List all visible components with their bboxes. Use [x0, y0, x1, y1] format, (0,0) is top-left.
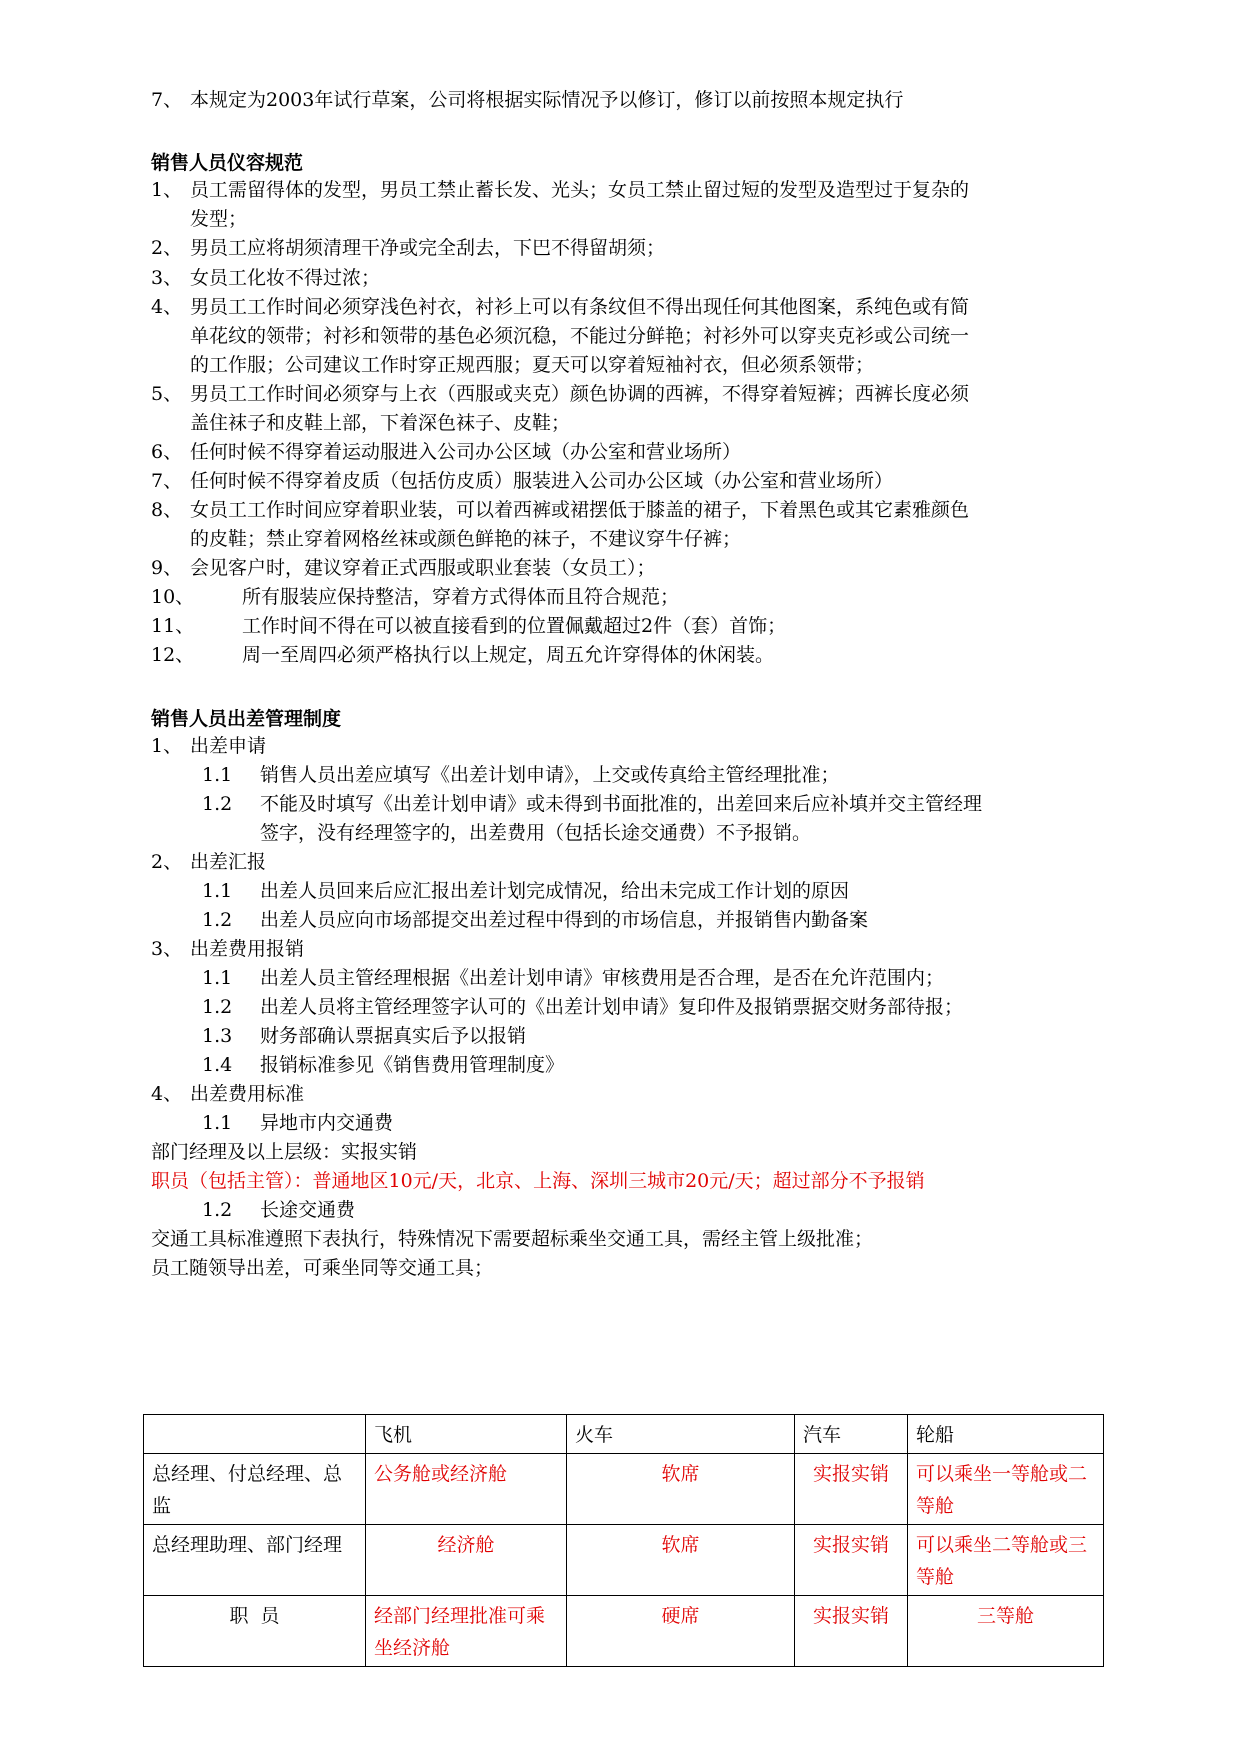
subsection-text: 报销标准参见《销售费用管理制度》 — [260, 1054, 565, 1076]
table-header-row — [144, 1415, 1104, 1454]
subsection-number: 1.2 — [202, 996, 233, 1018]
subsection-text: 销售人员出差应填写《出差计划申请》，上交或传真给主管经理批准； — [260, 764, 840, 786]
bus-cell: 实报实销 — [795, 1525, 908, 1596]
travel-section-3 — [151, 937, 304, 961]
subsection-number: 1.1 — [202, 764, 233, 786]
section-label: 出差费用标准 — [190, 1083, 305, 1105]
train-cell: 硬席 — [567, 1596, 795, 1667]
intro-line — [151, 88, 903, 112]
item-text: 周一至周四必须严格执行以上规定，周五允许穿得体的休闲装。 — [242, 644, 775, 666]
plane-cell: 经济舱 — [366, 1525, 567, 1596]
travel-3-4 — [202, 1053, 564, 1077]
item-text: 任何时候不得穿着皮质（包括仿皮质）服装进入公司办公区域（办公室和营业场所） — [190, 470, 894, 492]
item-number: 12、 — [151, 644, 195, 666]
subsection-text: 长途交通费 — [260, 1199, 356, 1221]
item-text: 会见客户时，建议穿着正式西服或职业套装（女员工）； — [190, 557, 656, 579]
train-cell: 软席 — [567, 1454, 795, 1525]
travel-section-1 — [151, 734, 266, 758]
table-row — [144, 1525, 1104, 1596]
travel-1-1 — [202, 763, 840, 787]
appearance-item-9 — [151, 556, 656, 580]
item-number: 3、 — [151, 267, 183, 289]
appearance-item-1 — [151, 178, 969, 202]
travel-3-1 — [202, 966, 944, 990]
role-cell: 总经理助理、部门经理 — [144, 1525, 366, 1596]
manager-rule: 部门经理及以上层级：实报实销 — [151, 1141, 418, 1163]
travel-4-2 — [202, 1198, 355, 1222]
appearance-item-4-cont-2: 的工作服；公司建议工作时穿正规西服；夏天可以穿着短袖衬衣，但必须系领带； — [190, 354, 875, 376]
travel-3-3 — [202, 1024, 526, 1048]
appearance-item-10 — [151, 585, 679, 609]
item-text: 女员工化妆不得过浓； — [190, 267, 381, 289]
subsection-number: 1.1 — [202, 967, 233, 989]
section-label: 出差申请 — [190, 735, 267, 757]
subsection-text: 出差人员回来后应汇报出差计划完成情况，给出未完成工作计划的原因 — [260, 880, 850, 902]
travel-1-2-cont: 签字，没有经理签字的，出差费用（包括长途交通费）不予报销。 — [260, 822, 812, 844]
appearance-item-8-cont: 的皮鞋；禁止穿着网格丝袜或颜色鲜艳的袜子，不建议穿牛仔裤； — [190, 528, 742, 550]
table-row — [144, 1596, 1104, 1667]
appearance-item-4-cont-1: 单花纹的领带；衬衫和领带的基色必须沉稳，不能过分鲜艳；衬衫外可以穿夹克衫或公司统一 — [190, 325, 970, 347]
item-text: 任何时候不得穿着运动服进入公司办公区域（办公室和营业场所） — [190, 441, 742, 463]
subsection-text: 出差人员将主管经理签字认可的《出差计划申请》复印件及报销票据交财务部待报； — [260, 996, 964, 1018]
plane-cell: 经部门经理批准可乘坐经济舱 — [366, 1596, 567, 1667]
appearance-item-5 — [151, 382, 969, 406]
subsection-number: 1.2 — [202, 793, 233, 815]
role-cell: 职 员 — [144, 1596, 366, 1667]
role-cell: 总经理、付总经理、总监 — [144, 1454, 366, 1525]
section-number: 1、 — [151, 735, 183, 757]
appearance-item-8 — [151, 498, 969, 522]
subsection-number: 1.3 — [202, 1025, 233, 1047]
intro-text: 本规定为2003年试行草案，公司将根据实际情况予以修订，修订以前按照本规定执行 — [190, 89, 904, 111]
section-number: 3、 — [151, 938, 183, 960]
ship-cell: 可以乘坐一等舱或二等舱 — [908, 1454, 1104, 1525]
item-number: 7、 — [151, 470, 183, 492]
item-number: 8、 — [151, 499, 183, 521]
bus-cell: 实报实销 — [795, 1454, 908, 1525]
transport-standards-table — [143, 1414, 1104, 1667]
travel-section-4 — [151, 1082, 304, 1106]
section-label: 出差汇报 — [190, 851, 267, 873]
plane-cell: 公务舱或经济舱 — [366, 1454, 567, 1525]
subsection-number: 1.2 — [202, 1199, 233, 1221]
travel-1-2 — [202, 792, 982, 816]
section-number: 2、 — [151, 851, 183, 873]
appearance-item-4 — [151, 295, 969, 319]
bus-cell: 实报实销 — [795, 1596, 908, 1667]
appearance-item-6 — [151, 440, 741, 464]
item-text: 男员工应将胡须清理干净或完全刮去，下巴不得留胡须； — [190, 237, 666, 259]
travel-section-2 — [151, 850, 266, 874]
header-cell-bus: 汽车 — [795, 1415, 908, 1454]
subsection-number: 1.1 — [202, 1112, 233, 1134]
item-text: 女员工工作时间应穿着职业装，可以着西裤或裙摆低于膝盖的裙子，下着黑色或其它素雅颜色 — [190, 499, 970, 521]
ship-cell: 三等舱 — [908, 1596, 1104, 1667]
appearance-item-11 — [151, 614, 786, 638]
travel-3-2 — [202, 995, 963, 1019]
item-text: 男员工工作时间必须穿与上衣（西服或夹克）颜色协调的西裤，不得穿着短裤；西裤长度必须 — [190, 383, 970, 405]
header-cell-empty — [144, 1415, 366, 1454]
travel-2-2 — [202, 908, 868, 932]
subsection-number: 1.1 — [202, 880, 233, 902]
table-row — [144, 1454, 1104, 1525]
train-cell: 软席 — [567, 1525, 795, 1596]
item-number: 1、 — [151, 179, 183, 201]
travel-title: 销售人员出差管理制度 — [151, 708, 342, 730]
item-number: 5、 — [151, 383, 183, 405]
subsection-number: 1.2 — [202, 909, 233, 931]
item-number: 10、 — [151, 586, 195, 608]
appearance-item-1-cont: 发型； — [190, 208, 248, 230]
item-text: 员工需留得体的发型，男员工禁止蓄长发、光头；女员工禁止留过短的发型及造型过于复杂的 — [190, 179, 970, 201]
intro-number: 7、 — [151, 89, 183, 111]
subsection-text: 财务部确认票据真实后予以报销 — [260, 1025, 527, 1047]
subsection-text: 出差人员应向市场部提交出差过程中得到的市场信息，并报销售内勤备案 — [260, 909, 869, 931]
travel-2-1 — [202, 879, 849, 903]
header-cell-train: 火车 — [567, 1415, 795, 1454]
appearance-item-12 — [151, 643, 774, 667]
item-text: 男员工工作时间必须穿浅色衬衣，衬衫上可以有条纹但不得出现任何其他图案，系纯色或有简 — [190, 296, 970, 318]
item-number: 11、 — [151, 615, 195, 637]
section-label: 出差费用报销 — [190, 938, 305, 960]
transport-note-1: 交通工具标准遵照下表执行，特殊情况下需要超标乘坐交通工具，需经主管上级批准； — [151, 1228, 874, 1250]
item-number: 6、 — [151, 441, 183, 463]
staff-rule: 职员（包括主管）：普通地区10元/天，北京、上海、深圳三城市20元/天；超过部分不予报销 — [151, 1170, 925, 1192]
item-number: 4、 — [151, 296, 183, 318]
travel-4-1 — [202, 1111, 393, 1135]
item-text: 工作时间不得在可以被直接看到的位置佩戴超过2件（套）首饰； — [242, 615, 787, 637]
appearance-item-7 — [151, 469, 893, 493]
appearance-item-3 — [151, 266, 380, 290]
appearance-item-2 — [151, 236, 665, 260]
subsection-text: 异地市内交通费 — [260, 1112, 394, 1134]
subsection-number: 1.4 — [202, 1054, 233, 1076]
subsection-text: 不能及时填写《出差计划申请》或未得到书面批准的，出差回来后应补填并交主管经理 — [260, 793, 983, 815]
section-number: 4、 — [151, 1083, 183, 1105]
transport-note-2: 员工随领导出差，可乘坐同等交通工具； — [151, 1257, 494, 1279]
item-number: 2、 — [151, 237, 183, 259]
item-number: 9、 — [151, 557, 183, 579]
header-cell-plane: 飞机 — [366, 1415, 567, 1454]
ship-cell: 可以乘坐二等舱或三等舱 — [908, 1525, 1104, 1596]
subsection-text: 出差人员主管经理根据《出差计划申请》审核费用是否合理，是否在允许范围内； — [260, 967, 945, 989]
appearance-title: 销售人员仪容规范 — [151, 152, 304, 174]
item-text: 所有服装应保持整洁，穿着方式得体而且符合规范； — [242, 586, 680, 608]
appearance-item-5-cont: 盖住袜子和皮鞋上部，下着深色袜子、皮鞋； — [190, 412, 571, 434]
header-cell-ship: 轮船 — [908, 1415, 1104, 1454]
